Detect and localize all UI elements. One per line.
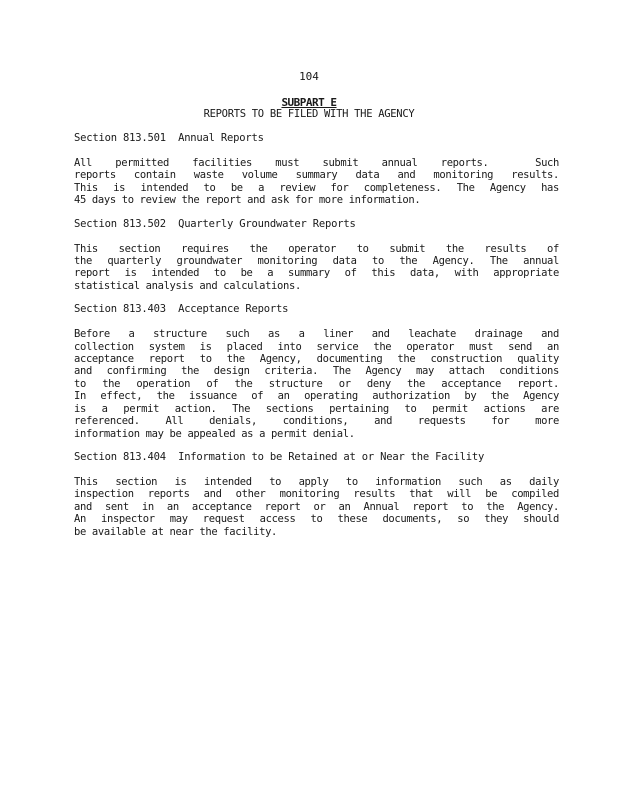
paragraph-line: to the operation of the structure or deny the acceptance report. xyxy=(74,377,559,390)
paragraph-line: inspection reports and other monitoring results that will be compiled xyxy=(74,488,559,501)
section-paragraph xyxy=(74,328,559,440)
paragraph-line: In effect, the issuance of an operating authorization by the Agency xyxy=(74,390,559,403)
paragraph-line: and sent in an acceptance report or an Annual report to the Agency. xyxy=(74,500,559,513)
paragraph-line: reports contain waste volume summary data and monitoring results. xyxy=(74,169,559,182)
paragraph-line: information may be appealed as a permit denial. xyxy=(74,427,355,440)
paragraph-line: An inspector may request access to these documents, so they should xyxy=(74,513,559,526)
paragraph-line: and confirming the design criteria. The Agency may attach conditions xyxy=(74,365,559,378)
paragraph-line: referenced. All denials, conditions, and requests for more xyxy=(74,415,559,428)
subpart-title: SUBPART E xyxy=(281,96,337,109)
section-paragraph xyxy=(74,476,559,538)
paragraph-line: statistical analysis and calculations. xyxy=(74,279,301,292)
paragraph-line: be available at near the facility. xyxy=(74,525,278,538)
paragraph-line: the quarterly groundwater monitoring data to the Agency. The annual xyxy=(74,255,559,268)
page-number: 104 xyxy=(299,70,319,83)
paragraph-line: All permitted facilities must submit annual reports. Such xyxy=(74,157,559,169)
paragraph-line: report is intended to be a summary of this data, with appropriate xyxy=(74,267,559,280)
paragraph-line: This section is intended to apply to information such as daily xyxy=(74,475,559,488)
section-paragraph xyxy=(74,243,559,293)
paragraph-line: This is intended to be a review for completeness. The Agency has xyxy=(74,181,559,194)
section-heading: Section 813.502 Quarterly Groundwater Reports xyxy=(74,217,356,230)
paragraph-line: This section requires the operator to submit the results of xyxy=(74,242,559,255)
subpart-subtitle: REPORTS TO BE FILED WITH THE AGENCY xyxy=(203,108,415,120)
paragraph-line: Before a structure such as a liner and leachate drainage and xyxy=(74,328,559,341)
section-heading: Section 813.403 Acceptance Reports xyxy=(74,303,289,316)
document-body xyxy=(74,132,559,549)
section-heading: Section 813.404 Information to be Retained at or Near the Facility xyxy=(74,450,485,463)
paragraph-line: is a permit action. The sections pertaining to permit actions are xyxy=(74,402,559,415)
paragraph-line: collection system is placed into service the operator must send an xyxy=(74,340,559,353)
section-heading: Section 813.501 Annual Reports xyxy=(74,132,264,144)
section-paragraph xyxy=(74,157,559,207)
paragraph-line: acceptance report to the Agency, documenting the construction quality xyxy=(74,353,559,366)
paragraph-line: 45 days to review the report and ask for more information. xyxy=(74,194,421,207)
